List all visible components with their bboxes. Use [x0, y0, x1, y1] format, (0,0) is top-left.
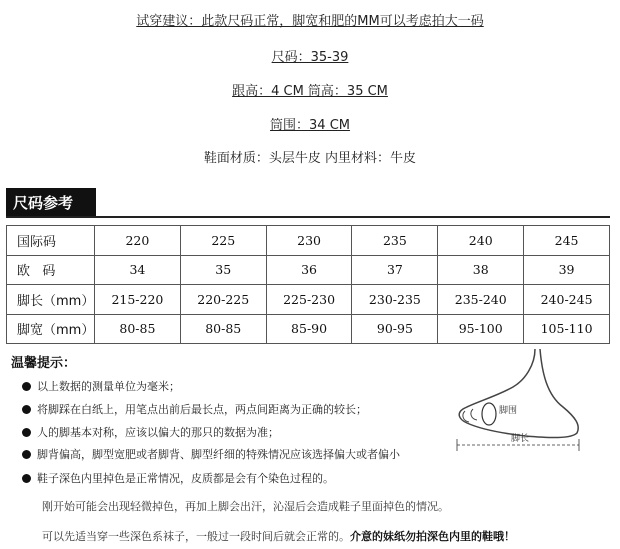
table-cell: 95-100 — [438, 314, 524, 344]
materials: 鞋面材质：头层牛皮 内里材料：牛皮 — [203, 151, 417, 166]
bullet-icon — [22, 382, 31, 391]
row-label: 脚宽（mm） — [7, 314, 95, 344]
row-label: 国际码 — [7, 226, 95, 256]
table-cell: 235 — [352, 226, 438, 256]
bullet-icon — [22, 405, 31, 414]
tip-text: 将脚踩在白纸上，用笔点出前后最长点，两点间距离为正确的较长； — [37, 403, 367, 416]
color-note: 刚开始可能会出现轻微掉色，再加上脚会出汗，沁湿后会造成鞋子里面掉色的情况。 — [42, 500, 449, 513]
table-cell: 39 — [524, 255, 610, 285]
table-row — [7, 255, 610, 285]
size-reference-title: 尺码参考 — [6, 188, 96, 218]
table-cell: 240-245 — [524, 285, 610, 315]
foot-measurement-diagram — [455, 343, 595, 455]
table-row — [7, 314, 610, 344]
table-cell: 230-235 — [352, 285, 438, 315]
size-range: 尺码：35-39 — [271, 50, 349, 65]
bullet-icon — [22, 474, 31, 483]
size-table — [6, 225, 610, 344]
table-cell: 235-240 — [438, 285, 524, 315]
tip-item — [22, 378, 180, 394]
table-cell: 220-225 — [180, 285, 266, 315]
shaft-circumference: 筒围：34 CM — [270, 118, 350, 133]
table-cell: 80-85 — [180, 314, 266, 344]
table-cell: 85-90 — [266, 314, 352, 344]
tip-item — [22, 401, 367, 417]
row-label: 脚长（mm） — [7, 285, 95, 315]
fit-suggestion: 试穿建议：此款尺码正常，脚宽和肥的MM可以考虑拍大一码 — [136, 14, 484, 29]
table-cell: 230 — [266, 226, 352, 256]
heel-shaft-height: 跟高：4 CM 筒高：35 CM — [232, 84, 388, 99]
table-cell: 38 — [438, 255, 524, 285]
table-cell: 215-220 — [95, 285, 181, 315]
sock-note-text: 可以先适当穿一些深色系袜子，一般过一段时间后就会正常的。 — [42, 530, 350, 543]
table-row — [7, 226, 610, 256]
bullet-icon — [22, 450, 31, 459]
table-cell: 240 — [438, 226, 524, 256]
table-cell: 90-95 — [352, 314, 438, 344]
table-cell: 220 — [95, 226, 181, 256]
bullet-icon — [22, 428, 31, 437]
table-cell: 105-110 — [524, 314, 610, 344]
row-label: 欧 码 — [7, 255, 95, 285]
tips-title: 温馨提示： — [11, 356, 77, 371]
section-divider — [6, 216, 610, 218]
table-cell: 34 — [95, 255, 181, 285]
table-cell: 36 — [266, 255, 352, 285]
tip-item — [22, 424, 279, 440]
foot-outline — [459, 349, 578, 438]
tip-text: 人的脚基本对称，应该以偏大的那只的数据为准； — [37, 426, 279, 439]
width-loop — [482, 403, 496, 425]
tip-text: 以上数据的测量单位为毫米； — [37, 380, 180, 393]
table-cell: 225 — [180, 226, 266, 256]
foot-length-label: 脚长 — [511, 434, 530, 444]
sock-note — [42, 528, 515, 544]
tip-item — [22, 470, 334, 486]
table-cell: 80-85 — [95, 314, 181, 344]
tip-item — [22, 446, 400, 462]
tip-text: 脚背偏高，脚型宽肥或者脚背、脚型纤细的特殊情况应该选择偏大或者偏小 — [37, 448, 400, 461]
toe-outline — [463, 409, 477, 422]
table-row — [7, 285, 610, 315]
sock-note-emphasis: 介意的妹纸勿拍深色内里的鞋哦！ — [350, 530, 515, 543]
tip-text: 鞋子深色内里掉色是正常情况，皮质都是会有个染色过程的。 — [37, 472, 334, 485]
foot-width-label: 脚围 — [499, 406, 518, 416]
table-cell: 35 — [180, 255, 266, 285]
table-cell: 37 — [352, 255, 438, 285]
table-cell: 225-230 — [266, 285, 352, 315]
table-cell: 245 — [524, 226, 610, 256]
